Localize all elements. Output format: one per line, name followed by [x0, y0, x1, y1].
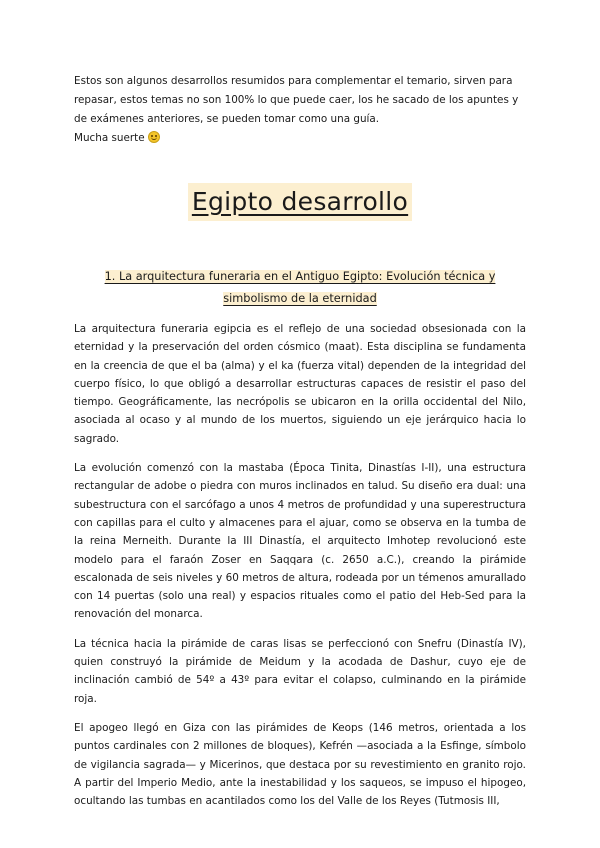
section-heading-text: 1. La arquitectura funeraria en el Antiguo Egipto: Evolución técnica y simbolismo de la eternidad	[104, 270, 496, 305]
paragraph: El apogeo llegó en Giza con las pirámides de Keops (146 metros, orientada a los puntos cardinales con 2 millones de bloques), Kefrén —asociada a la Esfinge, símbolo de vigilancia sagrada— y Micerinos, que destaca por su revestimiento en granito rojo. A partir del Imperio Medio, ante la inestabilidad y los saqueos, se impuso el hipogeo, ocultando las tumbas en acantilados como los del Valle de los Reyes (Tutmosis III,	[74, 721, 526, 808]
intro-text: Estos son algunos desarrollos resumidos para complementar el temario, sirven para repasar, estos temas no son 100% lo que puede caer, los he sacado de los apuntes y de exámenes anteriores, se pueden tomar como una guía.	[74, 75, 519, 125]
section-heading	[74, 266, 526, 310]
document-title: Egipto desarrollo	[188, 183, 412, 221]
intro-note	[74, 72, 534, 148]
title-container	[0, 183, 600, 221]
paragraph: La técnica hacia la pirámide de caras lisas se perfeccionó con Snefru (Dinastía IV), quien construyó la pirámide de Meidum y la acodada de Dashur, cuyo eje de inclinación cambió de 54º a 43º para evitar el colapso, culminando en la pirámide roja.	[74, 637, 526, 705]
paragraph: La evolución comenzó con la mastaba (Época Tinita, Dinastías I-II), una estructura rectangular de adobe o piedra con muros inclinados en talud. Su diseño era dual: una subestructura con el sarcófago a unos 4 metros de profundidad y una superestructura con capillas para el culto y almacenes para el ajuar, como se observa en la tumba de la reina Merneith. Durante la III Dinastía, el arquitecto Imhotep revolucionó este modelo para el faraón Zoser en Saqqara (c. 2650 a.C.), creando la pirámide escalonada de seis niveles y 60 metros de altura, rodeada por un témenos amurallado con 14 puertas (solo una real) y espacios rituales como el patio del Heb-Sed para la renovación del monarca.	[74, 462, 526, 621]
section-body	[74, 320, 526, 821]
paragraph: La arquitectura funeraria egipcia es el reflejo de una sociedad obsesionada con la eternidad y la preservación del orden cósmico (maat). Esta disciplina se fundamenta en la creencia de que el ba (alma) y el ka (fuerza vital) dependen de la integridad del cuerpo físico, lo que obligó a desarrollar estructuras capaces de resistir el paso del tiempo. Geográficamente, las necrópolis se ubicaron en la orilla occidental del Nilo, asociada al ocaso y al mundo de los muertos, siguiendo un eje jerárquico hacia lo sagrado.	[74, 323, 526, 445]
intro-signoff	[74, 129, 534, 148]
smiling-face-icon	[148, 131, 160, 143]
intro-signoff-text: Mucha suerte	[74, 132, 145, 144]
